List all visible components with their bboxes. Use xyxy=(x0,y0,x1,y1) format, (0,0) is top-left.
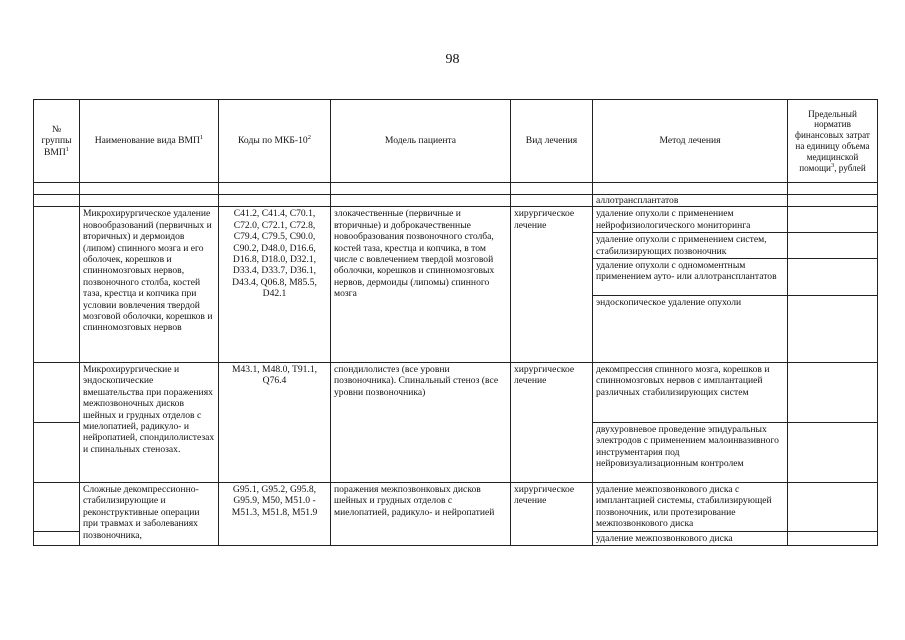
vmp-table xyxy=(33,99,878,546)
method-cell: эндоскопическое удаление опухоли xyxy=(593,296,788,363)
method-cell: удаление межпозвонкового диска xyxy=(593,532,788,546)
codes-cell: C41.2, C41.4, C70.1, C72.0, C72.1, C72.8, C79.4, C79.5, C90.0, C90.2, D48.0, D16.6, D16.8, D18.0, D32.1, D33.4, D33.7, D36.1, D43.4, Q06.8, M85.5, D42.1 xyxy=(219,207,331,363)
treatment-cell: хирургическое лечение xyxy=(511,363,593,483)
method-cell: удаление межпозвонкового диска с имплантацией системы, стабилизирующей позвоночник, или протезирование межпозвонкового диска xyxy=(593,483,788,532)
patient-model-cell: спондилолистез (все уровни позвоночника). Спинальный стеноз (все уровни позвоночника) xyxy=(331,363,511,483)
method-cell: двухуровневое проведение эпидуральных электродов с применением малоинвазивного инструментария под нейровизуализационным контролем xyxy=(593,423,788,483)
header-patient-model: Модель пациента xyxy=(331,100,511,183)
spacer-row xyxy=(34,183,878,195)
header-method: Метод лечения xyxy=(593,100,788,183)
treatment-cell: хирургическое лечение xyxy=(511,207,593,363)
carry-method-cell: аллотрансплантатов xyxy=(593,195,788,207)
codes-cell: M43.1, M48.0, T91.1, Q76.4 xyxy=(219,363,331,483)
method-cell: удаление опухоли с применением нейрофизиологического мониторинга xyxy=(593,207,788,233)
patient-model-cell: злокачественные (первичные и вторичные) и доброкачественные новообразования позвоночного столба, костей таза, крестца и копчика, в том числе с вовлечением твердой мозговой оболочки, корешков и спинномозговых нервов, дермоиды (липомы) спинного мозга xyxy=(331,207,511,363)
header-group-no: № группы ВМП$^1$ xyxy=(34,100,80,183)
header-codes: Коды по МКБ-$10^2$ xyxy=(219,100,331,183)
patient-model-cell: поражения межпозвонковых дисков шейных и грудных отделов с миелопатией, радикуло- и нейропатией xyxy=(331,483,511,546)
header-limit-norm: Предельный норматив финансовых затрат на единицу объема медицинской помощи$^3$, рублей xyxy=(788,100,878,183)
type-name-cell: Микрохирургические и эндоскопические вмешательства при поражениях межпозвоночных дисков шейных и грудных отделов с миелопатией, радикуло- и нейропатией, спондилолистезах и спинальных стенозах. xyxy=(80,363,219,483)
codes-cell: G95.1, G95.2, G95.8, G95.9, M50, M51.0 - M51.3, M51.8, M51.9 xyxy=(219,483,331,546)
page-number: 98 xyxy=(445,52,460,67)
table-row xyxy=(34,207,878,233)
header-treatment-type: Вид лечения xyxy=(511,100,593,183)
type-name-cell: Микрохирургическое удаление новообразований (первичных и вторичных) и дермоидов (липом) спинного мозга и его оболочек, корешков и спинномозговых нервов, позвоночного столба, костей таза, крестца и копчика при условии вовлечения твердой мозговой оболочки, корешков и спинномозговых нервов xyxy=(80,207,219,363)
method-cell: удаление опухоли с применением систем, стабилизирующих позвоночник xyxy=(593,233,788,259)
treatment-cell: хирургическое лечение xyxy=(511,483,593,546)
header-row xyxy=(34,100,878,183)
method-cell: удаление опухоли с одномоментным применением ауто- или аллотрансплантатов xyxy=(593,259,788,296)
type-name-cell: Сложные декомпрессионно-стабилизирующие и реконструктивные операции при травмах и заболеваниях позвоночника, xyxy=(80,483,219,546)
table-row xyxy=(34,363,878,423)
method-cell: декомпрессия спинного мозга, корешков и спинномозговых нервов с имплантацией различных стабилизирующих систем xyxy=(593,363,788,423)
carry-row xyxy=(34,195,878,207)
table-row xyxy=(34,483,878,532)
header-type-name: Наименование вида ВМП$^1$ xyxy=(80,100,219,183)
